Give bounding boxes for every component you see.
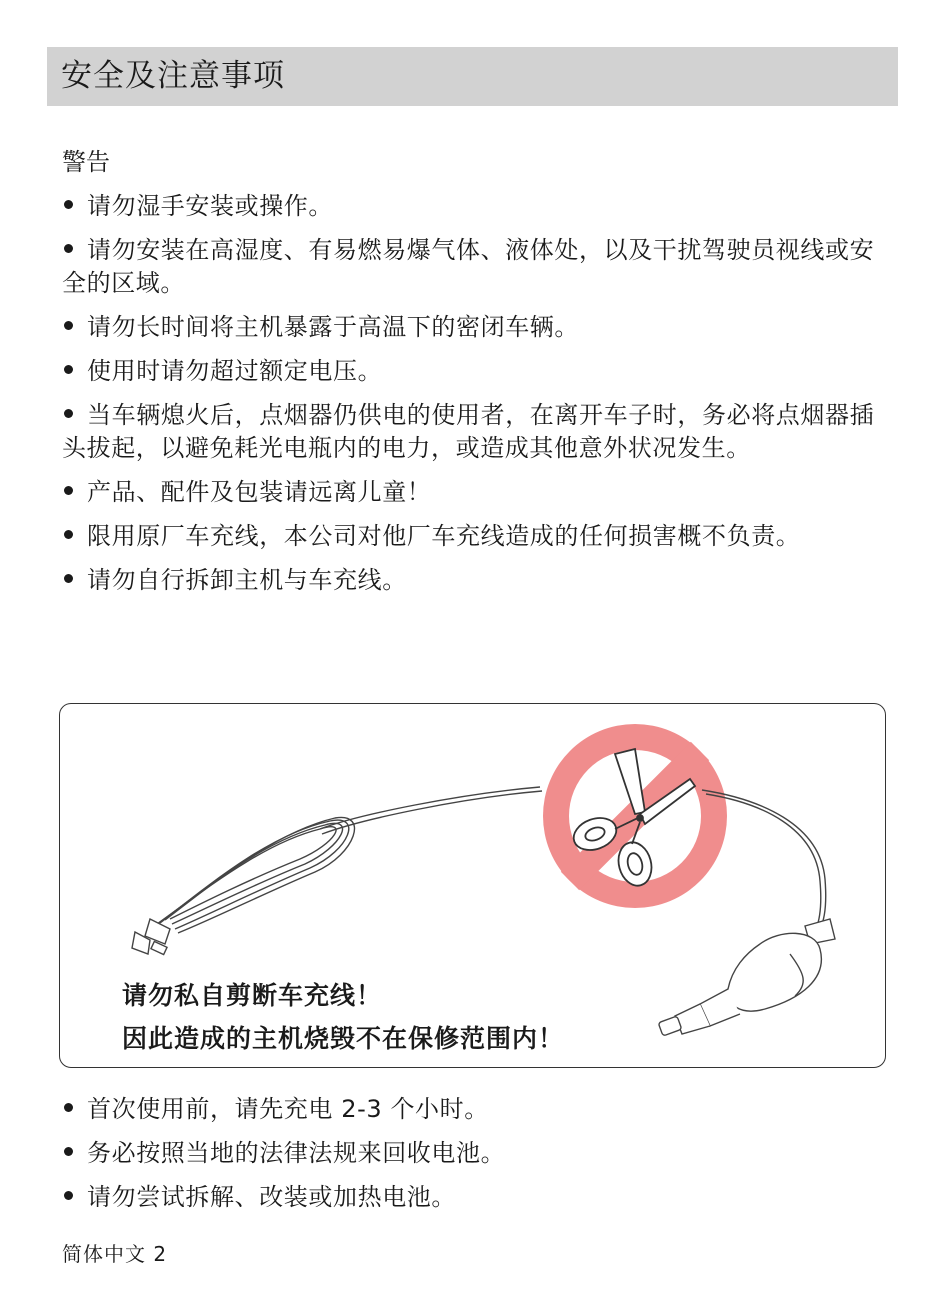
warning-list-bottom — [62, 1093, 894, 1225]
list-item: 产品、配件及包装请远离儿童！ — [62, 476, 894, 509]
page-footer: 简体中文 2 — [62, 1242, 168, 1266]
bullet-icon — [64, 1191, 73, 1200]
bullet-icon — [64, 574, 73, 583]
bullet-icon — [64, 365, 73, 374]
list-item: 当车辆熄火后，点烟器仍供电的使用者，在离开车子时，务必将点烟器插头拔起，以避免耗光电瓶内的电力，或造成其他意外状况发生。 — [62, 401, 875, 462]
bullet-icon — [64, 1147, 73, 1156]
list-item: 首次使用前，请先充电 2-3 个小时。 — [62, 1093, 894, 1126]
list-item: 限用原厂车充线，本公司对他厂车充线造成的任何损害概不负责。 — [62, 520, 894, 553]
list-item: 请勿尝试拆解、改装或加热电池。 — [62, 1181, 894, 1214]
bullet-icon — [64, 486, 73, 495]
car-charger-plug-icon — [658, 919, 835, 1036]
bullet-icon — [64, 321, 73, 330]
bullet-icon — [64, 1103, 73, 1112]
list-item: 使用时请勿超过额定电压。 — [62, 355, 894, 388]
no-cut-cable-icon — [60, 704, 886, 1068]
warning-text-line-2: 因此造成的主机烧毁不在保修范围内！ — [122, 1024, 565, 1053]
bullet-icon — [64, 530, 73, 539]
warning-heading: 警告 — [62, 148, 110, 176]
warning-list-top — [62, 190, 894, 608]
no-cut-cable-illustration — [59, 703, 886, 1068]
list-item: 请勿安装在高湿度、有易燃易爆气体、液体处，以及干扰驾驶员视线或安全的区域。 — [62, 236, 875, 297]
list-item: 请勿长时间将主机暴露于高温下的密闭车辆。 — [62, 311, 894, 344]
list-item: 请勿湿手安装或操作。 — [62, 190, 894, 223]
usb-connector-icon — [132, 919, 170, 955]
list-item: 请勿自行拆卸主机与车充线。 — [62, 564, 894, 597]
bullet-icon — [64, 200, 73, 209]
bullet-icon — [64, 409, 73, 418]
list-item: 务必按照当地的法律法规来回收电池。 — [62, 1137, 894, 1170]
bullet-icon — [64, 244, 73, 253]
section-header-bar — [47, 47, 898, 106]
page-title: 安全及注意事项 — [61, 58, 285, 94]
warning-text-line-1: 请勿私自剪断车充线！ — [122, 981, 383, 1010]
